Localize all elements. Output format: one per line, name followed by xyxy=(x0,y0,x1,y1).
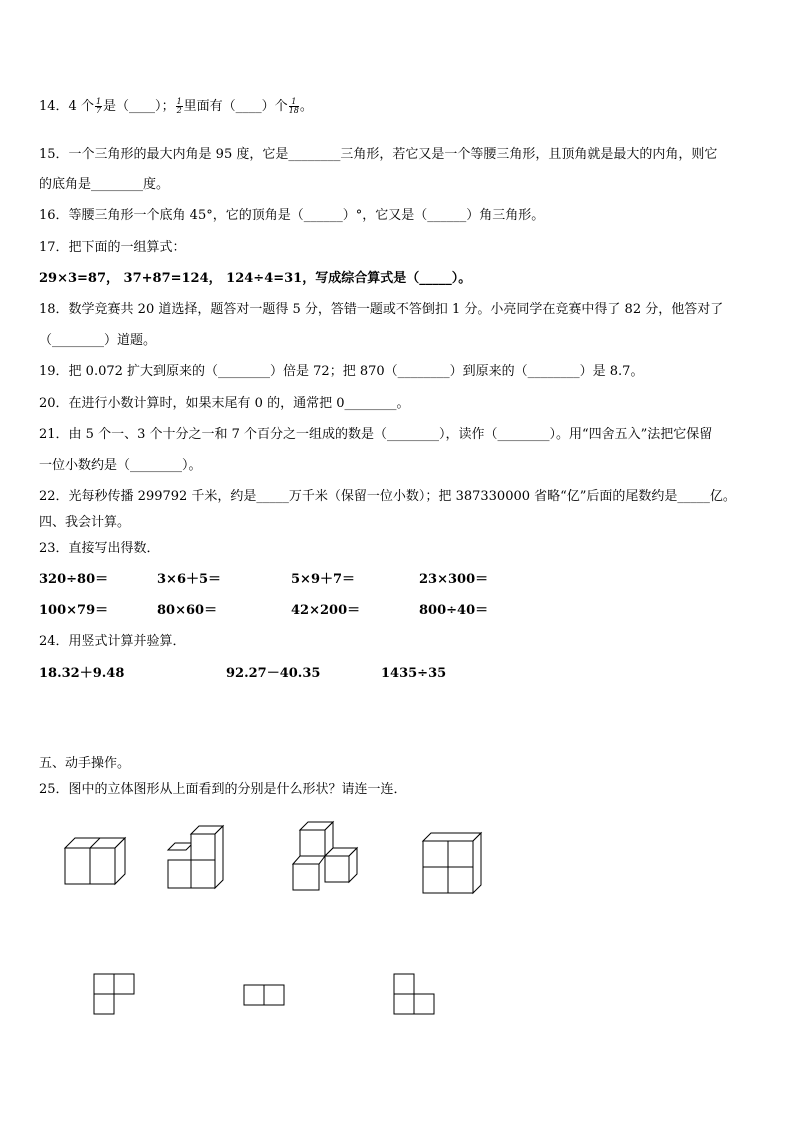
q14-text-3: ； xyxy=(161,99,175,114)
solid-figure-2 xyxy=(163,826,233,890)
q17-line-1: 17．把下面的一组算式： xyxy=(39,240,186,255)
q23-expression: 100×79＝ xyxy=(39,603,109,618)
q14-text-5: 。 xyxy=(299,99,313,114)
q14-number: 14． xyxy=(39,99,69,114)
top-view-2 xyxy=(243,984,287,1006)
q18-line-2: （________）道题。 xyxy=(39,333,157,348)
q19-line: 19．把 0.072 扩大到原来的（________）倍是 72；把 870（________）到原来的（________）是 8.7。 xyxy=(39,364,644,379)
fraction-one-seventh: $\frac{1}{7}$ xyxy=(95,97,102,115)
q14-text-1: 4 个 xyxy=(68,99,94,114)
q23-title: 23．直接写出得数． xyxy=(39,541,160,556)
q24-expression: 18.32＋9.48 xyxy=(39,666,125,681)
q21-line-2: 一位小数约是（________）。 xyxy=(39,458,202,473)
q23-expression: 320÷80＝ xyxy=(39,572,109,587)
q23-expression: 5×9＋7＝ xyxy=(291,572,356,587)
fraction-one-eighteenth: $\frac{1}{18}$ xyxy=(288,97,299,115)
q16-line: 16．等腰三角形一个底角 45°，它的顶角是（______）°，它又是（______）角三角形。 xyxy=(39,208,545,223)
q23-expression: 42×200＝ xyxy=(291,603,361,618)
top-view-3 xyxy=(393,973,437,1015)
q24-expression: 1435÷35 xyxy=(381,666,447,681)
top-view-1 xyxy=(93,973,137,1015)
fraction-one-half: $\frac{1}{2}$ xyxy=(176,97,182,115)
q25-title: 25．图中的立体图形从上面看到的分别是什么形状？请连一连． xyxy=(39,782,407,797)
q15-line-2: 的底角是________度。 xyxy=(39,177,170,192)
q21-line-1: 21．由 5 个一、3 个十分之一和 7 个百分之一组成的数是（________），读作（________）。用“四舍五入”法把它保留 xyxy=(39,427,713,442)
q20-line: 20．在进行小数计算时，如果末尾有 0 的，通常把 0________。 xyxy=(39,396,410,411)
q15-line-1: 15．一个三角形的最大内角是 95 度，它是________三角形，若它又是一个等腰三角形，且顶角就是最大的内角，则它 xyxy=(39,147,718,162)
q22-line: 22．光每秒传播 299792 千米，约是_____万千米（保留一位小数）；把 387330000 省略“亿”后面的尾数约是_____亿。 xyxy=(39,489,736,504)
solid-figure-1 xyxy=(60,838,130,888)
q18-line-1: 18．数学竞赛共 20 道选择，题答对一题得 5 分，答错一题或不答倒扣 1 分。小亮同学在竞赛中得了 82 分，他答对了 xyxy=(39,302,724,317)
section-5-heading: 五、动手操作。 xyxy=(39,756,131,771)
q24-expression: 92.27－40.35 xyxy=(226,666,321,681)
question-14 xyxy=(39,98,313,115)
q14-text-2: 是（____） xyxy=(103,99,162,114)
q23-expression: 3×6＋5＝ xyxy=(157,572,222,587)
q23-expression: 80×60＝ xyxy=(157,603,218,618)
q24-title: 24．用竖式计算并验算． xyxy=(39,634,186,649)
q14-text-4: 里面有（____）个 xyxy=(183,99,288,114)
solid-figure-4 xyxy=(420,833,485,897)
solid-figure-3 xyxy=(290,820,365,892)
q23-expression: 800÷40＝ xyxy=(419,603,489,618)
q23-expression: 23×300＝ xyxy=(419,572,489,587)
q17-line-2: 29×3=87， 37+87=124， 124÷4=31，写成综合算式是（_____）。 xyxy=(39,271,472,286)
section-4-heading: 四、我会计算。 xyxy=(39,515,131,530)
